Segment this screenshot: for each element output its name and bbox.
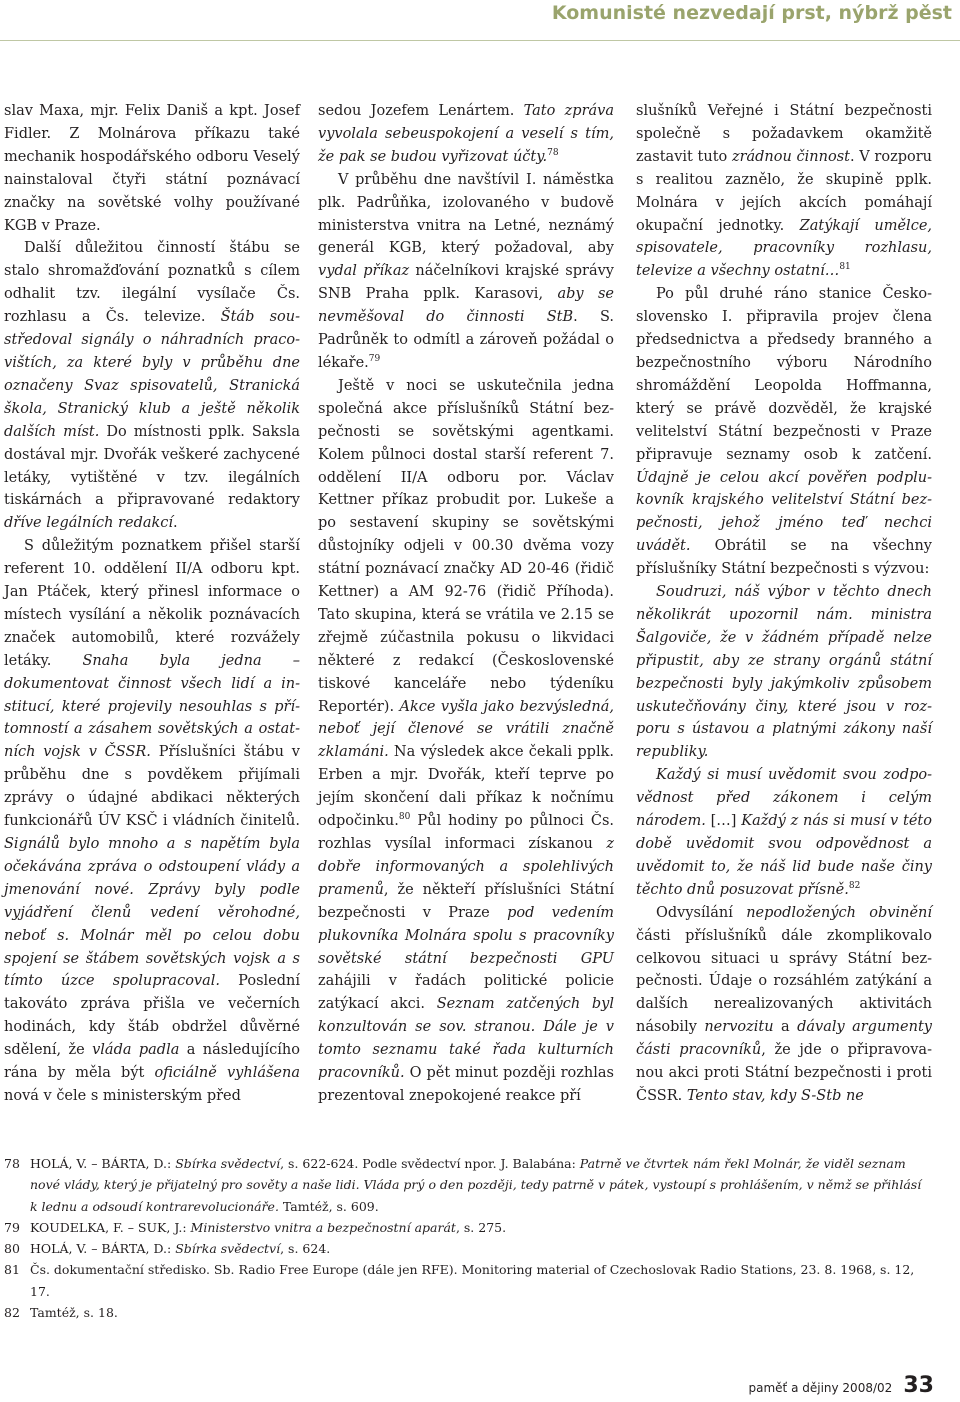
journal-name: paměť a dějiny 2008/02	[748, 1381, 893, 1395]
footnote	[0, 1259, 930, 1302]
page-number: 33	[903, 1373, 934, 1398]
paragraph: slušníků Veřejné i Státní bezpečnosti společně s požadavkem okamžitě zastavit tuto zrádnou činnost. V rozporu s realitou zaznělo, že skupině pplk. Molnára v jejích akcích pomáhají okupační jednotky. Zatýkají umělce, spisovatele, pracovníky rozhlasu, televize a všechny ostatní…$^{81}$	[636, 103, 933, 280]
footnote-number: 82	[4, 1305, 20, 1321]
footnote	[0, 1153, 930, 1217]
running-title: Komunisté nezvedají prst, nýbrž pěst	[551, 2, 952, 24]
footnote	[0, 1302, 930, 1323]
text-column-2	[318, 100, 614, 1108]
page-footer	[749, 1373, 935, 1398]
paragraph: Odvysílání nepodložených obvinění části příslušníků dále zkomplikovalo celkovou situaci u správy Státní bezpečnosti. Údaje o rozsáhlém zatýkání a dalších nerealizovaných aktivitách násobily nervozitu a dávaly argumenty části pracovníků, že jde o připravovanou akci proti Státní bezpečnosti i proti ČSSR. Tento stav, kdy S-Stb ne	[636, 904, 933, 1104]
paragraph: Po půl druhé ráno stanice Československo I. připravila projev člena předsednictva a předsedy branného a bezpečnostního výboru Národního shromáždění Leopolda Hoffmanna, který se právě dozvěděl, že krajské velitelství Státní bezpečnosti v Praze připravuje seznamy osob k zatčení. Údajně je celou akcí pověřen podplukovník krajského velitelství Státní bezpečnosti, jehož jméno teď nechci uvádět. Obrátil se na všechny příslušníky Státní bezpečnosti s výzvou:	[636, 286, 932, 578]
footnote-number: 79	[4, 1219, 20, 1235]
text-column-3	[636, 100, 932, 1108]
page-header	[0, 0, 960, 41]
footnote-text: HOLÁ, V. – BÁRTA, D.: Sbírka svědectví, s. 624.	[30, 1241, 331, 1257]
paragraph: Soudruzi, náš výbor v těchto dnech několikrát upozornil nám. ministra Šalgoviče, že v žádném případě nelze připustit, aby ze strany orgánů státní bezpečnosti byly jakýmkoliv způsobem uskutečňovány činy, které jsou v rozporu s ústavou a platnými zákony naší republiky.	[636, 584, 932, 761]
footnote	[0, 1238, 930, 1259]
paragraph: S důležitým poznatkem přišel starší referent 10. oddělení II/A odboru kpt. Jan Ptáček, který přinesl informace o místech vysílání a několik poznávacích značek automobilů, které rozvážely letáky. Snaha byla jedna – dokumentovat činnost všech lidí a institucí, které projevily nesouhlas s přítomností a zásahem sovětských a ostatních vojsk v ČSSR. Příslušníci štábu v průběhu dne s povděkem přijímali zprávy o údajné abdikaci některých funkcionářů ÚV KSČ i vládních činitelů. Signálů bylo mnoho a s napětím byla očekávána zpráva o odstoupení vlády a jmenování nové. Zprávy byly podle vyjádření členů vedení věrohodné, neboť s. Molnár měl po celou dobu spojení se štábem sovětských vojsk a s tímto úzce spolupracoval. Poslední takováto zpráva přišla ve večerních hodinách, kdy štáb obdržel důvěrné sdělení, že vláda padla a následujícího rána by měla být oficiálně vyhlášena nová v čele s ministerským před	[4, 538, 300, 1104]
text-column-1	[4, 100, 300, 1108]
footnote-text: Čs. dokumentační středisko. Sb. Radio Free Europe (dále jen RFE). Monitoring material of Czechoslovak Radio Stations, 23. 8. 1968, s. 12, 17.	[30, 1262, 915, 1299]
paragraph: V průběhu dne navštívil I. náměstka plk. Padrůňka, izolovaného v budově ministerstva vnitra na Letné, neznámý generál KGB, který požadoval, aby vydal příkaz náčelníkovi krajské správy SNB Praha pplk. Karasovi, aby se nevměšoval do činnosti StB. S. Padrůněk to odmítl a zároveň požádal o lékaře.$^{79}$	[318, 171, 614, 371]
footnotes	[0, 1153, 930, 1323]
paragraph: slav Maxa, mjr. Felix Daniš a kpt. Josef Fidler. Z Molnárova příkazu také mechanik hospodářského odboru Veselý nainstaloval čtyři státní poznávací značky na sovětské volhy používané KGB v Praze.	[4, 103, 300, 234]
paragraph: Každý si musí uvědomit svou zodpovědnost před zákonem i celým národem. […] Každý z nás si musí v této době uvědomit svou odpovědnost a uvědomit to, že náš lid bude naše činy těchto dnů posuzovat přísně.$^{82}$	[636, 767, 932, 898]
footnote-number: 78	[4, 1156, 20, 1171]
footnote-text: HOLÁ, V. – BÁRTA, D.: Sbírka svědectví, s. 622-624. Podle svědectví npor. J. Balabána: Patrně ve čtvrtek nám řekl Molnár, že viděl seznam nové vlády, který je přijatelný pro sověty a naše lidi. Vláda prý o den později, tedy patrně v pátek, vystoupí s prohlášením, v němž se přihlásí k lednu a odsoudí kontrarevolucionáře. Tamtéž, s. 609.	[30, 1156, 922, 1214]
footnote-text: Tamtéž, s. 18.	[30, 1305, 118, 1321]
footnote-number: 81	[4, 1262, 20, 1278]
paragraph: sedou Jozefem Lenártem. Tato zpráva vyvolala sebeuspokojení a veselí s tím, že pak se budou vyřizovat účty.$^{78}$	[318, 103, 614, 165]
footnote-text: KOUDELKA, F. – SUK, J.: Ministerstvo vnitra a bezpečnostní aparát, s. 275.	[30, 1219, 507, 1235]
footnote	[0, 1217, 930, 1238]
paragraph: Ještě v noci se uskutečnila jedna společná akce příslušníků Státní bezpečnosti se sovětskými agentkami. Kolem půlnoci dostal starší referent 7. oddělení II/A odboru por. Václav Kettner příkaz probudit por. Lukeše a po sestavení skupiny se sovětskými důstojníky odjeli v 00.30 dvěma vozy státní poznávací značky AD 20-46 (řidič Kettner) a AM 92-76 (řidič Příhoda). Tato skupina, která se vrátila ve 2.15 se zřejmě zúčastnila pokusu o likvidaci některé z redakcí (Československé tiskové kanceláře nebo týdeníku Reportér). Akce vyšla jako bezvýsledná, neboť její členové se vrátili značně zklamáni. Na výsledek akce čekali pplk. Erben a mjr. Dvořák, kteří teprve po jejím skončení dali příkaz k nočnímu odpočinku.$^{80}$ Půl hodiny po půlnoci Čs. rozhlas vysílal informaci získanou z dobře informovaných a spolehlivých pramenů, že někteří příslušníci Státní bezpečnosti v Praze pod vedením plukovníka Molnára spolu s pracovníky sovětské státní bezpečnosti GPU zahájili v řadách politické policie zatýkací akci. Seznam zatčených byl konzultován se sov. stranou. Dále je v tomto seznamu také řada kulturních pracovníků. O pět minut později rozhlas prezentoval znepokojené reakce pří	[318, 377, 614, 1104]
paragraph: Další důležitou činností štábu se stalo shromažďování poznatků s cílem odhalit tzv. ilegální vysílače Čs. rozhlasu a Čs. televize. Štáb soustředoval signály o náhradních pracovištích, za které byly v průběhu dne označeny Svaz spisovatelů, Stranická škola, Stranický klub a ještě několik dalších míst. Do místnosti pplk. Saksla dostával mjr. Dvořák veškeré zachycené letáky, vytištěné v tzv. ilegálních tiskárnách a připravované redaktory dříve legálních redakcí.	[4, 240, 300, 532]
footnote-number: 80	[4, 1241, 20, 1257]
